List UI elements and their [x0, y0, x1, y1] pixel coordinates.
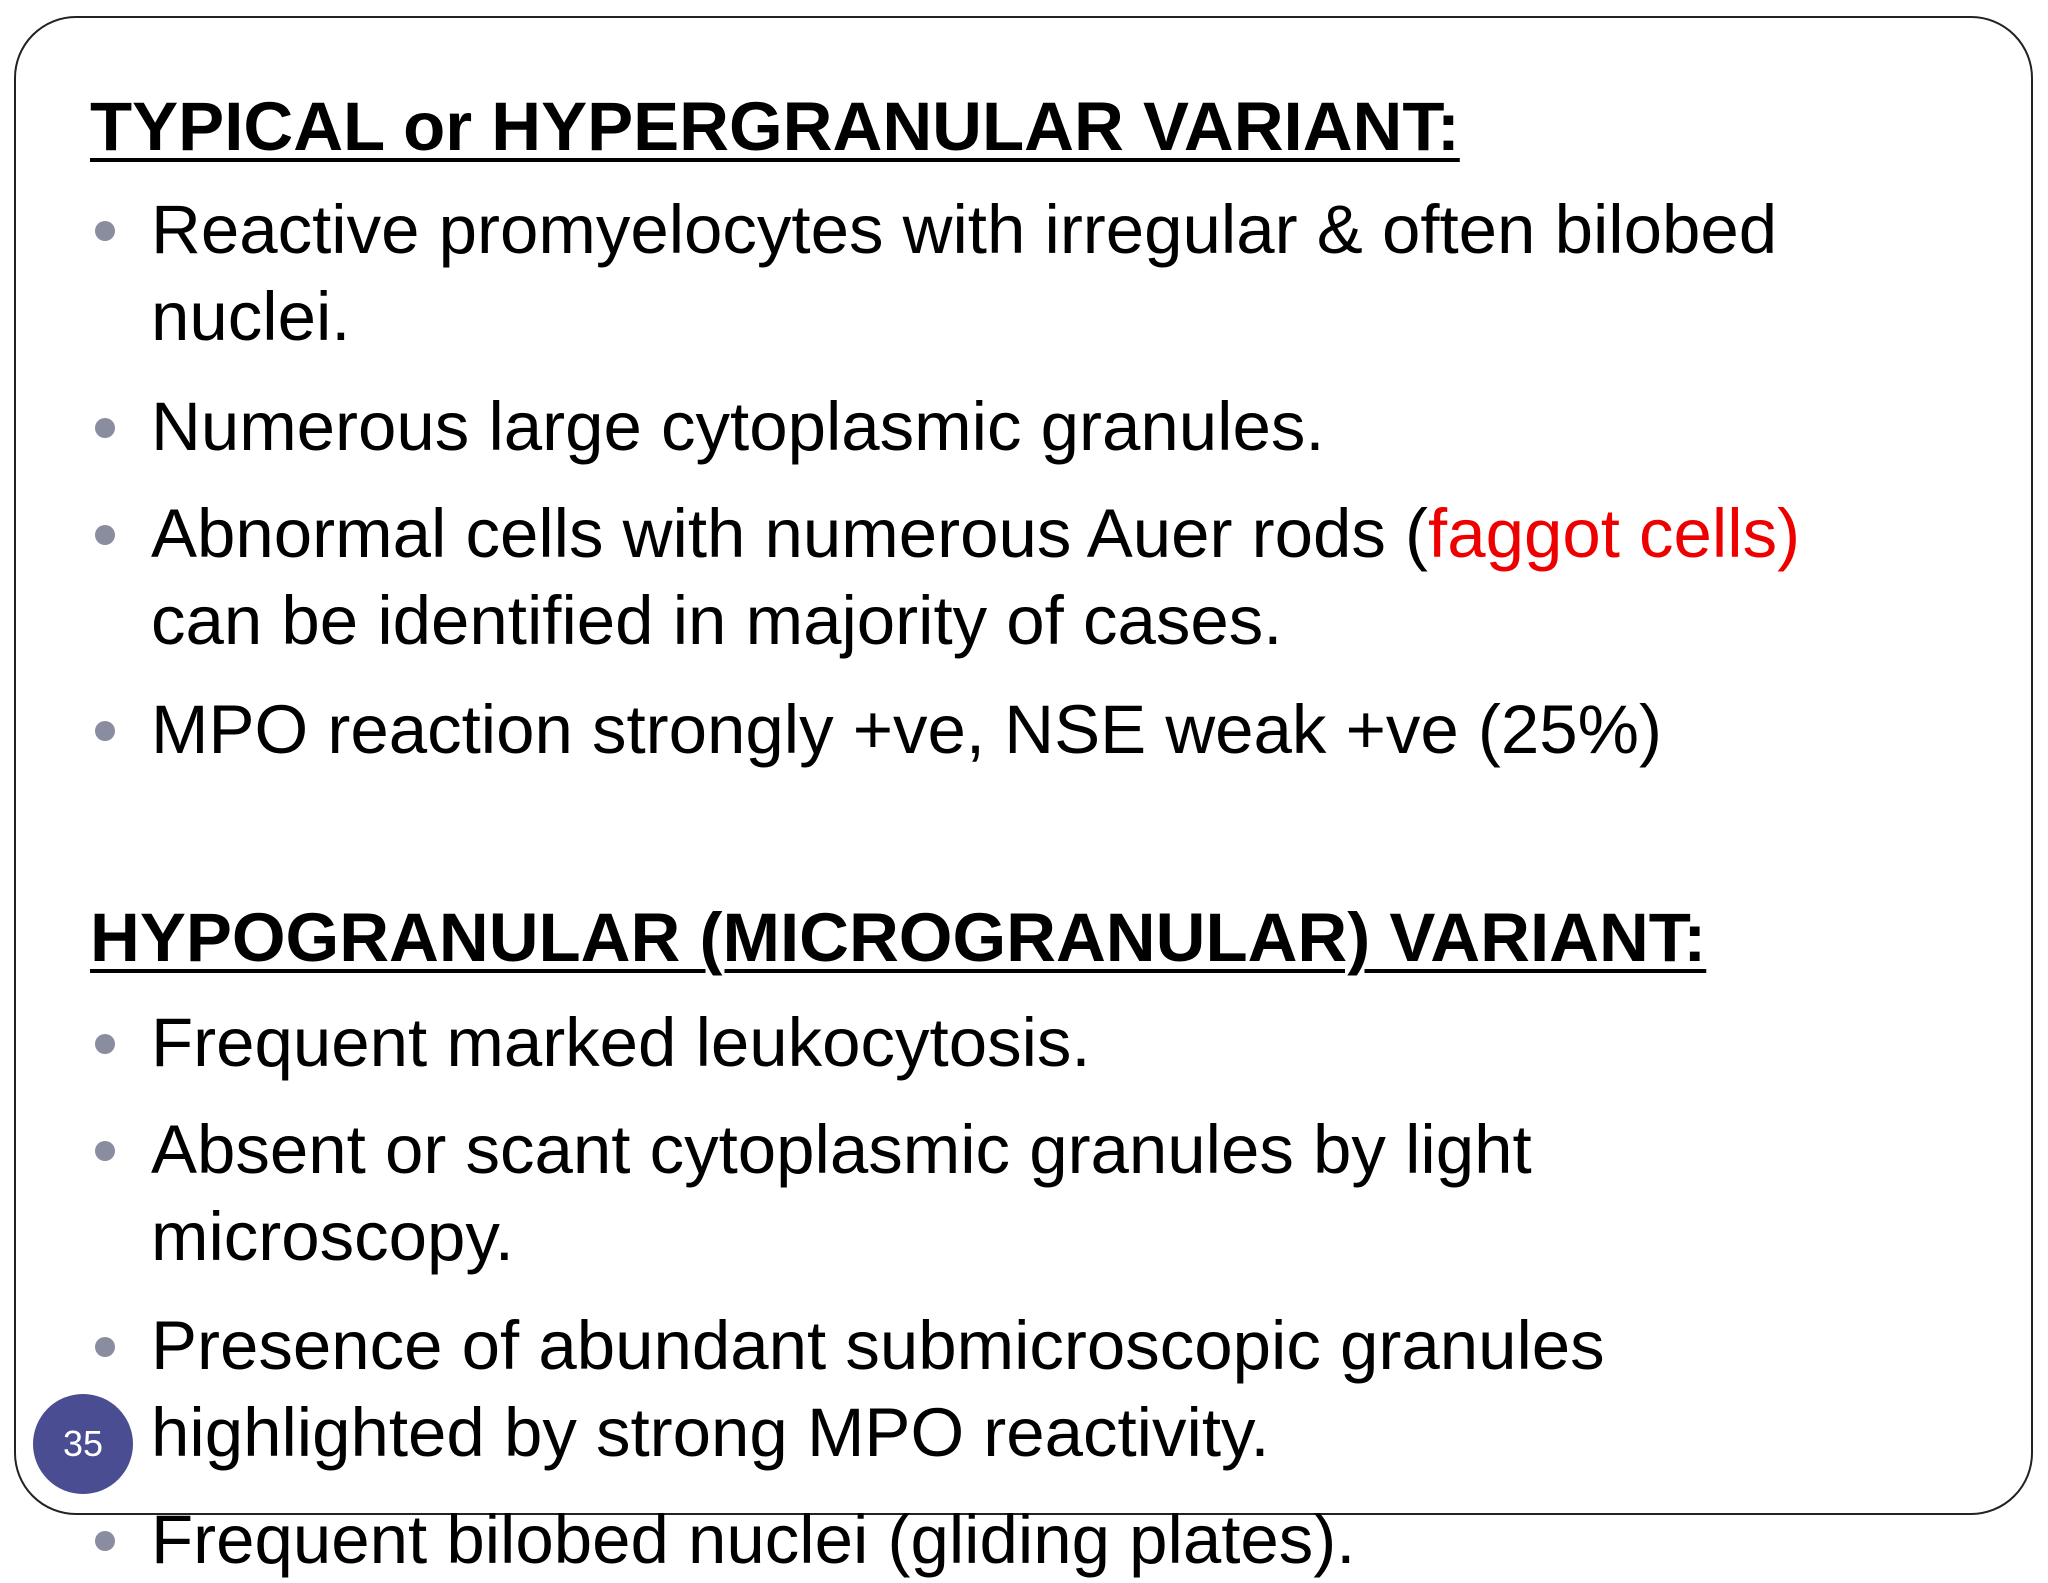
bullet-icon: [95, 221, 115, 241]
bullet-line: [151, 490, 1800, 577]
bullet-text: [151, 999, 1091, 1086]
bullet-line: Reactive promyelocytes with irregular & often bilobed: [151, 191, 1778, 268]
section-heading-typical: TYPICAL or HYPERGRANULAR VARIANT:: [90, 88, 1460, 165]
bullet-icon: [95, 1337, 115, 1357]
bullet-icon: [95, 1034, 115, 1054]
bullet-icon: [95, 1531, 115, 1551]
bullet-icon: [95, 1141, 115, 1161]
bullet-icon: [95, 721, 115, 741]
section-heading-hypogranular: HYPOGRANULAR (MICROGRANULAR) VARIANT:: [90, 899, 1707, 976]
page-number-badge: 35: [33, 1394, 133, 1494]
bullet-text: [151, 1302, 1605, 1476]
bullet-icon: [95, 525, 115, 545]
bullet-text: [151, 1106, 1532, 1280]
bullet-line: Frequent marked leukocytosis.: [151, 1004, 1091, 1081]
bullet-line: highlighted by strong MPO reactivity.: [151, 1394, 1270, 1471]
bullet-text: [151, 1496, 1355, 1583]
bullet-line: can be identified in majority of cases.: [151, 582, 1283, 659]
bullet-line-text: Abnormal cells with numerous Auer rods (: [151, 495, 1429, 572]
highlight-text: faggot cells): [1428, 495, 1801, 572]
bullet-line: Numerous large cytoplasmic granules.: [151, 388, 1325, 465]
bullet-line: nuclei.: [151, 278, 351, 355]
bullet-text: [151, 686, 1662, 773]
bullet-text: [151, 490, 1800, 664]
bullet-icon: [95, 418, 115, 438]
bullet-text: [151, 186, 1777, 360]
bullet-line: MPO reaction strongly +ve, NSE weak +ve (25%): [151, 691, 1662, 768]
bullet-line: Absent or scant cytoplasmic granules by light: [151, 1111, 1532, 1188]
bullet-line: Frequent bilobed nuclei (gliding plates).: [151, 1501, 1356, 1578]
bullet-line: microscopy.: [151, 1198, 514, 1275]
bullet-line: Presence of abundant submicroscopic granules: [151, 1307, 1605, 1384]
bullet-text: [151, 383, 1325, 470]
